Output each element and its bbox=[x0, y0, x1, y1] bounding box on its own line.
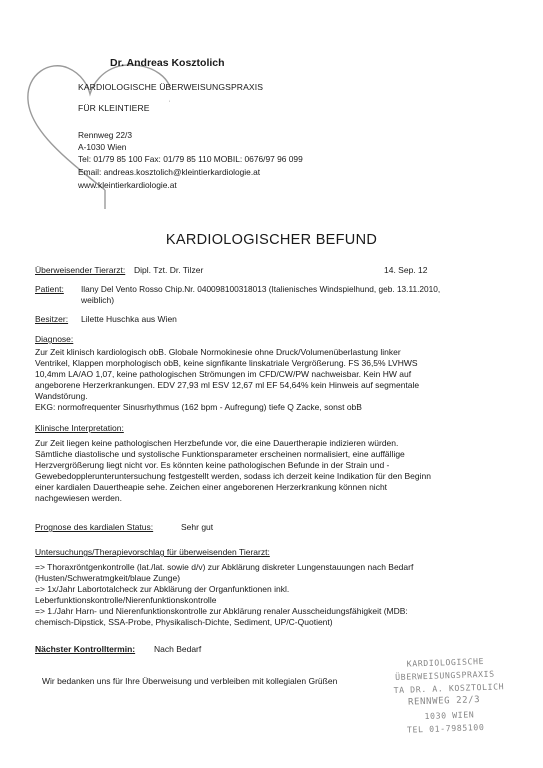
interpretation-text bbox=[35, 438, 505, 505]
stamp-line: ÜBERWEISUNGSPRAXIS bbox=[394, 668, 495, 683]
interpretation-line: nachgewiesen werden. bbox=[35, 493, 122, 504]
stamp-line: TA DR. A. KOSZTOLICH bbox=[393, 681, 505, 696]
document-title: KARDIOLOGISCHER BEFUND bbox=[165, 232, 378, 248]
diagnosis-heading: Diagnose: bbox=[35, 334, 74, 344]
diagnosis-line: Wandstörung. bbox=[35, 391, 88, 402]
therapy-line: => Thoraxröntgenkontrolle (lat./lat. sowie d/v) zur Abklärung diskreter Lungenstauungen nach Bedarf bbox=[35, 562, 414, 572]
interpretation-line: Gewebedopplerunteruntersuchung festgestellt werden, sodass ich derzeit keine Indikation für den Beginn bbox=[35, 471, 431, 482]
patient-value-line2: weiblich) bbox=[81, 295, 115, 305]
diagnosis-line: 10,4mm LA/AO 1,07, keine pathologischen Strömungen im CFD/CW/PW nachweisbar. Kein HW auf bbox=[35, 369, 412, 380]
practice-owner-name: Dr. Andreas Kosztolich bbox=[110, 57, 225, 69]
patient-value-line1: Ilany Del Vento Rosso Chip.Nr. 040098100318013 (Italienisches Windspielhund, geb. 13.11.2010, bbox=[81, 284, 441, 294]
stamp-line: RENNWEG 22/3 bbox=[407, 695, 481, 708]
phone-fax-mobile: Tel: 01/79 85 100 Fax: 01/79 85 110 MOBIL: 0676/97 96 099 bbox=[78, 154, 303, 164]
therapy-heading: Untersuchungs/Therapievorschlag für überweisenden Tierarzt: bbox=[35, 547, 270, 557]
interpretation-line: Herzvergrößerung liegt nicht vor. Es könnten keine pathologischen Befunde in der Strain und - bbox=[35, 460, 390, 471]
prognosis-label: Prognose des kardialen Status: bbox=[35, 522, 154, 532]
address-street: Rennweg 22/3 bbox=[78, 130, 133, 140]
next-control-value: Nach Bedarf bbox=[154, 644, 202, 654]
practice-title-line2: FÜR KLEINTIERE bbox=[78, 103, 150, 113]
patient-label: Patient: bbox=[35, 284, 64, 294]
owner-label: Besitzer: bbox=[35, 314, 69, 324]
diagnosis-line: angeborene Herzerkrankungen. EDV 27,93 ml ESV 12,67 ml EF 54,64% kein Hinweis auf segmentale bbox=[35, 380, 420, 391]
document-date: 14. Sep. 12 bbox=[384, 265, 428, 275]
therapy-line: chemisch-Dipstick, SSA-Probe, Physikalisch-Dichte, Sediment, UP/C-Quotient) bbox=[35, 617, 333, 628]
interpretation-heading: Klinische Interpretation: bbox=[35, 423, 124, 433]
address-city: A-1030 Wien bbox=[78, 142, 127, 152]
practice-title-line1: KARDIOLOGISCHE ÜBERWEISUNGSPRAXIS bbox=[78, 82, 264, 92]
diagnosis-line: Ventrikel, Klappen morphologisch obB, keine signfikante linskatriale Vergrößerung. FS 36,5% LVHWS bbox=[35, 358, 418, 369]
stamp-line: KARDIOLOGISCHE bbox=[406, 655, 485, 669]
interpretation-line: Sämtliche diastolische und systolische Funktionsparameter erscheinen normalisiert, eine auffällige bbox=[35, 449, 405, 460]
email-address: Email: andreas.kosztolich@kleintierkardiologie.at bbox=[78, 167, 261, 177]
therapy-text bbox=[35, 562, 505, 629]
therapy-line: Leberfunktionskontrolle/Nierenfunktionskontrolle bbox=[35, 595, 217, 606]
stamp-line: 1030 WIEN bbox=[424, 709, 475, 722]
prognosis-value: Sehr gut bbox=[181, 522, 214, 532]
next-control-label: Nächster Kontrolltermin: bbox=[35, 644, 136, 654]
stamp-line: TEL 01-7985100 bbox=[406, 721, 485, 735]
interpretation-line: einer kardialen Dauertheapie sehe. Zeichen einer angeborenen Herzerkrankung können nicht bbox=[35, 482, 388, 493]
therapy-line: (Husten/Schweratmgkeit/blaue Zunge) bbox=[35, 573, 181, 584]
diagnosis-line: EKG: normofrequenter Sinusrhythmus (162 bpm - Aufregung) tiefe Q Zacke, sonst obB bbox=[35, 402, 362, 413]
referring-vet-label: Überweisender Tierarzt: bbox=[35, 265, 126, 275]
therapy-line: => 1./Jahr Harn- und Nierenfunktionskontrolle zur Abklärung renaler Ausscheidungsfähigkeit (MDB: bbox=[35, 606, 408, 617]
referring-vet-value: Dipl. Tzt. Dr. Tilzer bbox=[134, 265, 204, 275]
practice-stamp bbox=[383, 655, 526, 746]
therapy-line: => 1x/Jahr Labortotalcheck zur Abklärung der Organfunktionen inkl. bbox=[35, 584, 290, 595]
owner-value: Lilette Huschka aus Wien bbox=[81, 314, 177, 324]
website-url: www.kleintierkardiologie.at bbox=[78, 180, 177, 190]
diagnosis-line: Zur Zeit klinisch kardiologisch obB. Globale Normokinesie ohne Druck/Volumenüberlastung linker bbox=[35, 347, 401, 357]
interpretation-line: Zur Zeit liegen keine pathologischen Herzbefunde vor, die eine Dauertherapie indizieren würden. bbox=[35, 438, 399, 448]
diagnosis-text bbox=[35, 347, 505, 414]
closing-text: Wir bedanken uns für Ihre Überweisung und verbleiben mit kollegialen Grüßen bbox=[42, 676, 338, 686]
